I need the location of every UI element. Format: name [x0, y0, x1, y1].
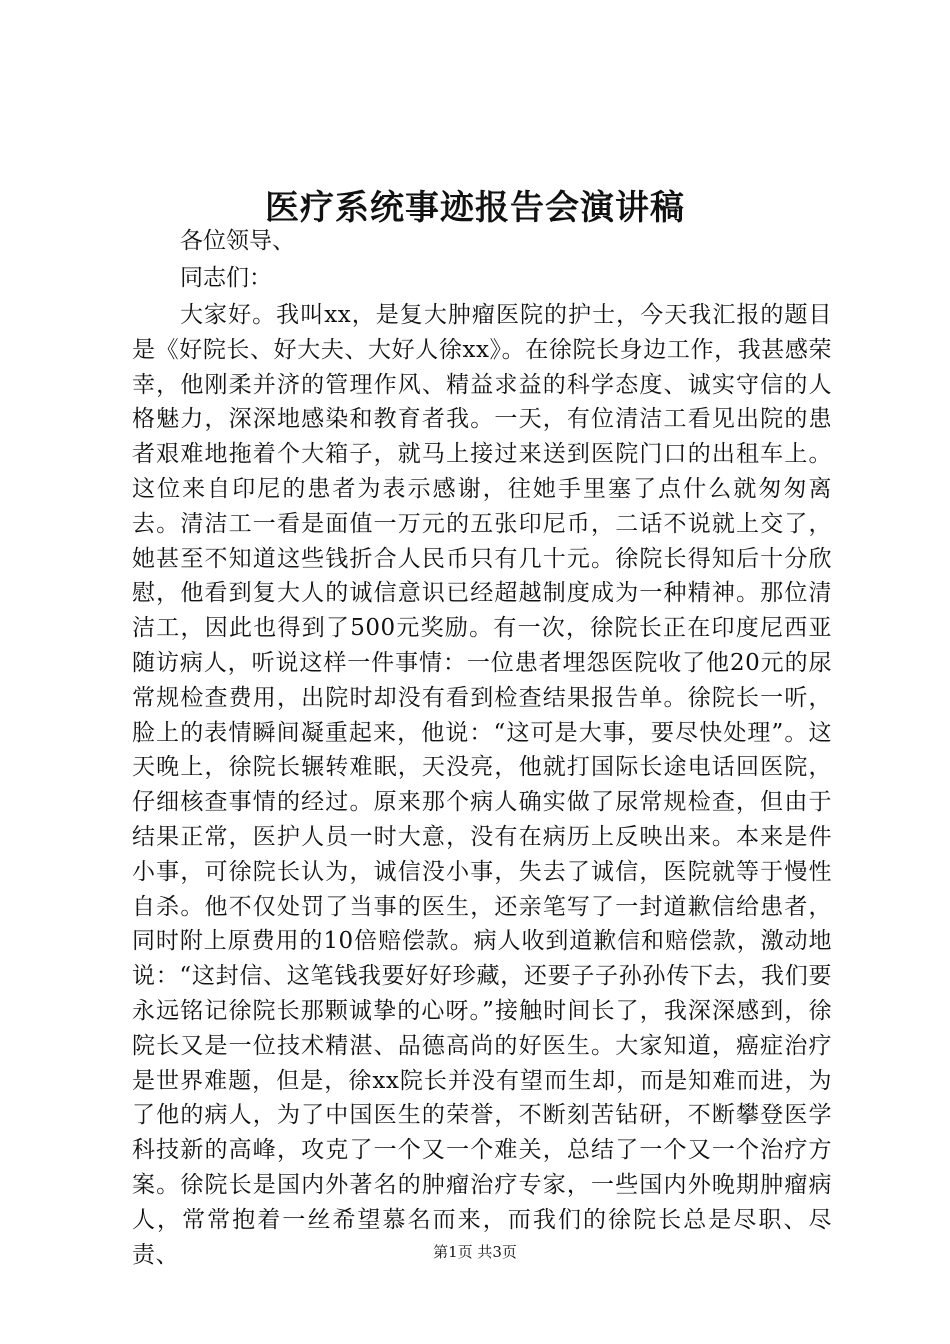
page-number-footer: 第1页 共3页 — [433, 1243, 517, 1261]
salutation-leaders: 各位领导、 — [180, 228, 295, 254]
salutation-comrades: 同志们： — [180, 265, 272, 291]
speech-body-paragraph: 大家好。我叫xx，是复大肿瘤医院的护士，今天我汇报的题目是《好院长、好大夫、大好人徐xx》。在徐院长身边工作，我甚感荣幸，他刚柔并济的管理作风、精益求益的科学态度、诚实守信的人格魅力，深深地感染和教育者我。一天，有位清洁工看见出院的患者艰难地拖着个大箱子，就马上接过来送到医院门口的出租车上。这位来自印尼的患者为表示感谢，往她手里塞了点什么就匆匆离去。清洁工一看是面值一万元的五张印尼币，二话不说就上交了，她甚至不知道这些钱折合人民币只有几十元。徐院长得知后十分欣慰，他看到复大人的诚信意识已经超越制度成为一种精神。那位清洁工，因此也得到了500元奖励。有一次，徐院长正在印度尼西亚随访病人，听说这样一件事情：一位患者埋怨医院收了他20元的尿常规检查费用，出院时却没有看到检查结果报告单。徐院长一听，脸上的表情瞬间凝重起来，他说：“这可是大事，要尽快处理”。这天晚上，徐院长辗转难眠，天没亮，他就打国际长途电话回医院，仔细核查事情的经过。原来那个病人确实做了尿常规检查，但由于结果正常，医护人员一时大意，没有在病历上反映出来。本来是件小事，可徐院长认为，诚信没小事，失去了诚信，医院就等于慢性自杀。他不仅处罚了当事的医生，还亲笔写了一封道歉信给患者，同时附上原费用的10倍赔偿款。病人收到道歉信和赔偿款，激动地说：“这封信、这笔钱我要好好珍藏，还要子子孙孙传下去，我们要永远铭记徐院长那颗诚挚的心呀。”接触时间长了，我深深感到，徐院长又是一位技术精湛、品德高尚的好医生。大家知道，癌症治疗是世界难题，但是，徐xx院长并没有望而生却，而是知难而进，为了他的病人，为了中国医生的荣誉，不断刻苦钻研，不断攀登医学科技新的高峰，攻克了一个又一个难关，总结了一个又一个治疗方案。徐院长是国内外著名的肿瘤治疗专家，一些国内外晚期肿瘤病人，常常抱着一丝希望慕名而来，而我们的徐院长总是尽职、尽责、 — [132, 302, 832, 1268]
document-title: 医疗系统事迹报告会演讲稿 — [265, 188, 685, 228]
